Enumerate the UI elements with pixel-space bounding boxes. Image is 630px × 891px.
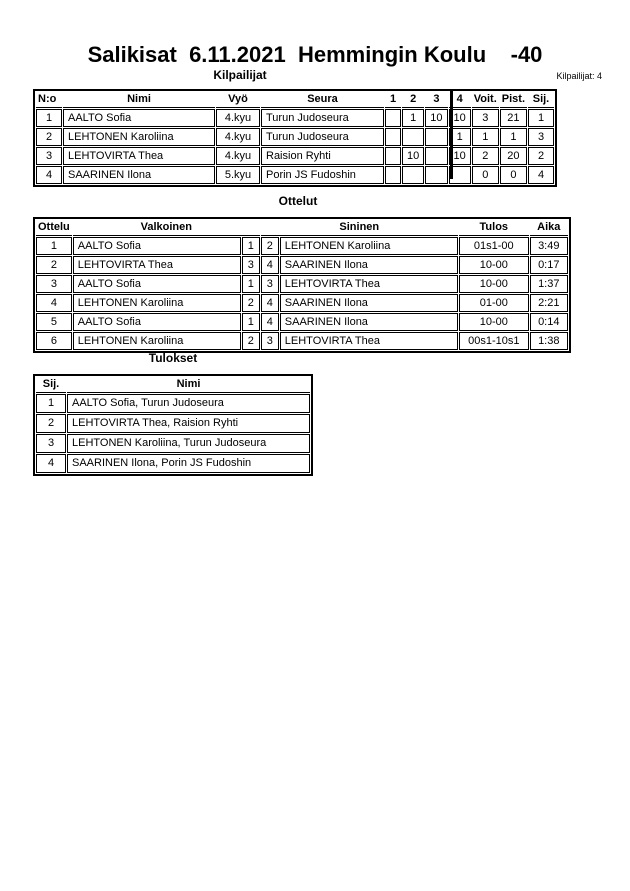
column-header: Vyö [216,92,260,108]
table-cell: 10-00 [459,275,529,293]
table-cell: 4.kyu [216,128,260,146]
table-cell [385,166,401,184]
table-cell: AALTO Sofia [63,109,215,127]
table-cell [425,166,447,184]
table-cell: 3 [36,434,66,453]
table-cell: LEHTOVIRTA Thea [280,275,458,293]
table-cell: LEHTOVIRTA Thea [63,147,215,165]
column-header: Nimi [63,92,215,108]
table-cell: 0:17 [530,256,568,274]
table-row [36,294,568,312]
table-row [36,332,568,350]
table-cell: 4 [261,256,279,274]
table-cell: 1 [402,109,424,127]
table-cell: Turun Judoseura [261,109,384,127]
table-cell [425,147,447,165]
column-header: N:o [36,92,62,108]
table-cell: 5.kyu [216,166,260,184]
table-cell: 10-00 [459,313,529,331]
table-cell: 2 [261,237,279,255]
table-row [36,147,554,165]
score-columns-divider [450,89,453,179]
table-cell [385,109,401,127]
table-cell: Raision Ryhti [261,147,384,165]
table-cell: LEHTOVIRTA Thea [73,256,241,274]
column-header: Nimi [67,377,310,393]
table-cell: LEHTOVIRTA Thea [280,332,458,350]
table-cell: SAARINEN Ilona [63,166,215,184]
table-cell: 2 [242,294,260,312]
competitors-count: Kilpailijat: 4 [556,71,602,81]
table-cell: SAARINEN Ilona [280,294,458,312]
table-row [36,434,310,453]
table-cell: 10 [402,147,424,165]
page-title: Salikisat 6.11.2021 Hemmingin Koulu -40 [87,42,543,67]
final-results-table [33,374,313,476]
table-cell: SAARINEN Ilona [280,313,458,331]
table-cell: 2 [36,256,72,274]
matches-section-label: Ottelut [278,194,318,208]
table-cell: SAARINEN Ilona, Porin JS Fudoshin [67,454,310,473]
table-cell: 2 [36,414,66,433]
table-cell: 01s1-00 [459,237,529,255]
matches-table [33,217,571,353]
table-cell: 3 [36,147,62,165]
column-header: 4 [449,92,471,108]
table-cell: 1 [36,394,66,413]
results-section-label: Tulokset [148,351,198,365]
table-cell: 1:38 [530,332,568,350]
table-cell: 3 [261,332,279,350]
table-cell: LEHTONEN Karoliina [63,128,215,146]
column-header: Valkoinen [73,220,260,236]
table-cell: 01-00 [459,294,529,312]
column-header: 3 [425,92,447,108]
table-cell: 0 [472,166,499,184]
column-header: Sij. [528,92,554,108]
table-cell: Porin JS Fudoshin [261,166,384,184]
column-header: Sininen [261,220,458,236]
column-header: Ottelu [36,220,72,236]
table-row [36,414,310,433]
table-cell: 0:14 [530,313,568,331]
table-cell: 1:37 [530,275,568,293]
table-cell: 2:21 [530,294,568,312]
header-row [36,92,554,108]
table-cell: 1 [242,313,260,331]
table-cell: 3 [242,256,260,274]
competitors-section-label: Kilpailijat [213,68,267,82]
table-cell: 6 [36,332,72,350]
table-cell: AALTO Sofia [73,275,241,293]
table-cell: 20 [500,147,527,165]
column-header: 2 [402,92,424,108]
table-cell [402,166,424,184]
table-cell: 4 [36,454,66,473]
table-row [36,166,554,184]
table-cell: LEHTOVIRTA Thea, Raision Ryhti [67,414,310,433]
table-cell: AALTO Sofia, Turun Judoseura [67,394,310,413]
table-cell: 0 [500,166,527,184]
table-cell [402,128,424,146]
table-cell: 3:49 [530,237,568,255]
table-cell: 3 [472,109,499,127]
table-row [36,128,554,146]
table-cell: 4 [261,313,279,331]
table-cell: Turun Judoseura [261,128,384,146]
table-cell: 4 [528,166,554,184]
column-header: Aika [530,220,568,236]
table-cell: LEHTONEN Karoliina, Turun Judoseura [67,434,310,453]
table-cell: 10 [425,109,447,127]
table-cell: SAARINEN Ilona [280,256,458,274]
competitors-table [33,89,557,187]
column-header: Voit. [472,92,499,108]
table-cell: AALTO Sofia [73,313,241,331]
table-cell: 2 [242,332,260,350]
table-cell: 1 [242,275,260,293]
table-cell: LEHTONEN Karoliina [280,237,458,255]
table-row [36,394,310,413]
table-row [36,454,310,473]
table-cell: 3 [528,128,554,146]
column-header: Pist. [500,92,527,108]
table-cell [425,128,447,146]
table-cell: LEHTONEN Karoliina [73,332,241,350]
table-cell: 1 [36,109,62,127]
column-header: Seura [261,92,384,108]
table-cell: 3 [36,275,72,293]
header-row [36,377,310,393]
table-cell: 5 [36,313,72,331]
table-row [36,109,554,127]
table-cell: AALTO Sofia [73,237,241,255]
table-cell: LEHTONEN Karoliina [73,294,241,312]
table-cell: 1 [500,128,527,146]
table-cell: 1 [242,237,260,255]
header-row [36,220,568,236]
table-cell [385,128,401,146]
table-cell: 1 [528,109,554,127]
table-cell: 00s1-10s1 [459,332,529,350]
table-cell: 2 [472,147,499,165]
table-row [36,237,568,255]
table-cell: 4 [36,294,72,312]
table-cell: 4.kyu [216,147,260,165]
table-cell: 4.kyu [216,109,260,127]
table-cell: 10 [449,147,471,165]
table-cell: 2 [36,128,62,146]
table-row [36,256,568,274]
table-cell: 4 [36,166,62,184]
column-header: Tulos [459,220,529,236]
table-cell: 1 [36,237,72,255]
table-cell: 10-00 [459,256,529,274]
column-header: Sij. [36,377,66,393]
table-row [36,275,568,293]
table-cell [385,147,401,165]
table-cell: 3 [261,275,279,293]
table-cell: 21 [500,109,527,127]
table-cell: 1 [449,128,471,146]
column-header: 1 [385,92,401,108]
table-cell: 10 [449,109,471,127]
table-row [36,313,568,331]
table-cell: 2 [528,147,554,165]
table-cell: 4 [261,294,279,312]
table-cell: 1 [472,128,499,146]
